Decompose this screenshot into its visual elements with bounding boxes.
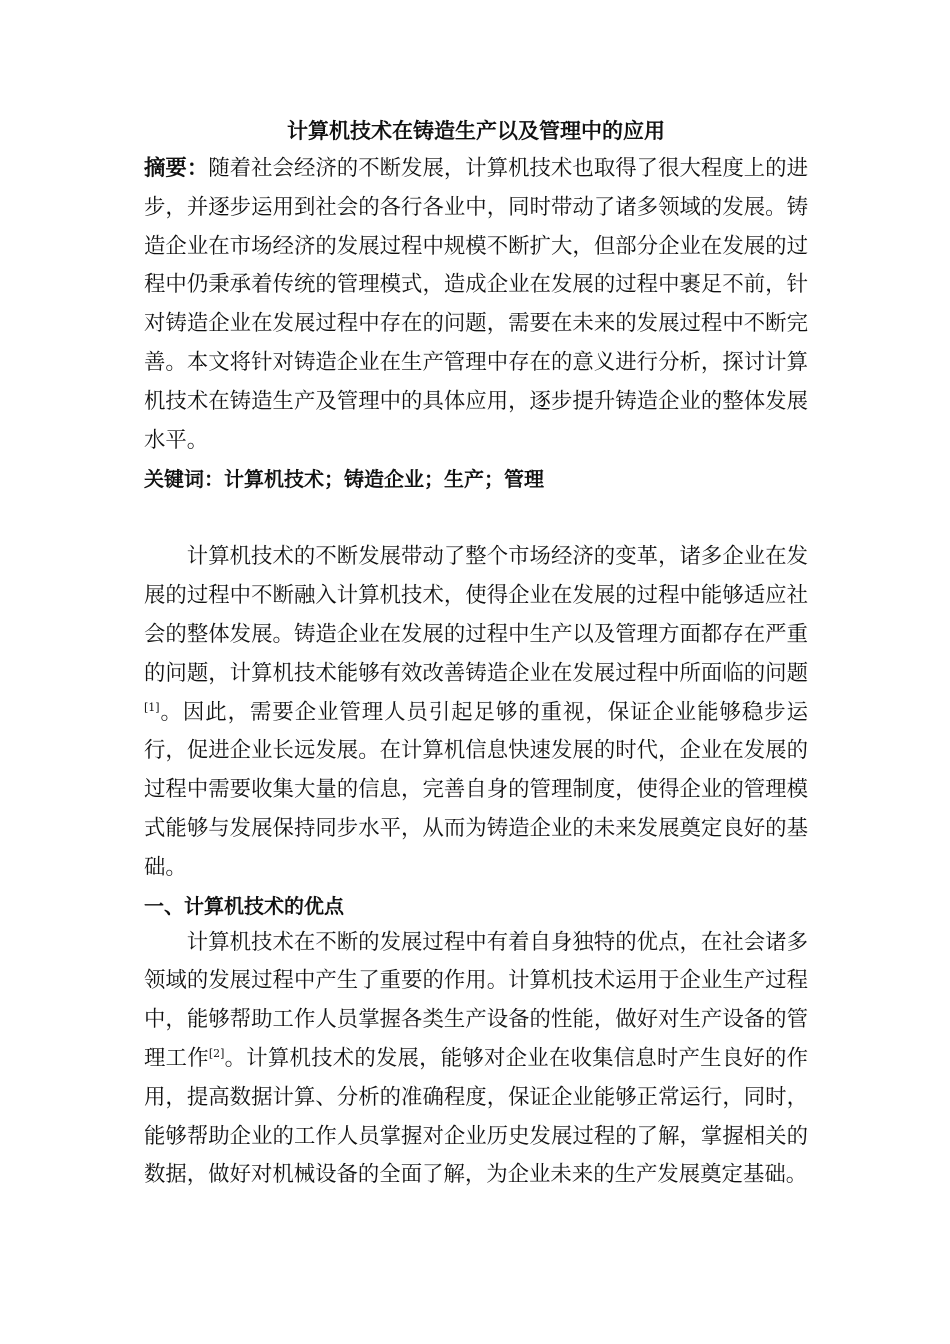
abstract-text: 随着社会经济的不断发展，计算机技术也取得了很大程度上的进步，并逐步运用到社会的各行各业中，同时带动了诸多领域的发展。铸造企业在市场经济的发展过程中规模不断扩大，但部分企业在发展的过程中仍秉承着传统的管理模式，造成企业在发展的过程中裹足不前，针对铸造企业在发展过程中存在的问题，需要在未来的发展过程中不断完善。本文将针对铸造企业在生产管理中存在的意义进行分析，探讨计算机技术在铸造生产及管理中的具体应用，逐步提升铸造企业的整体发展水平。 xyxy=(144,156,808,453)
abstract-paragraph xyxy=(144,150,808,460)
intro-paragraph xyxy=(144,538,808,887)
section-heading-1: 一、计算机技术的优点 xyxy=(144,893,344,918)
section-gap xyxy=(144,498,808,538)
section1-paragraph xyxy=(144,924,808,1196)
keywords-line: 关键词：计算机技术；铸造企业；生产；管理 xyxy=(144,467,544,492)
citation-ref-2: [2] xyxy=(208,1046,225,1060)
section1-text-part2: 。计算机技术的发展，能够对企业在收集信息时产生良好的作用，提高数据计算、分析的准确程度，保证企业能够正常运行，同时，能够帮助企业的工作人员掌握对企业历史发展过程的了解，掌握相关的数据，做好对机械设备的全面了解，为企业未来的生产发展奠定基础。 xyxy=(144,1045,808,1188)
abstract-label: 摘要： xyxy=(144,156,209,181)
intro-text-part2: 。因此，需要企业管理人员引起足够的重视，保证企业能够稳步运行，促进企业长远发展。在计算机信息快速发展的时代，企业在发展的过程中需要收集大量的信息，完善自身的管理制度，使得企业的管理模式能够与发展保持同步水平，从而为铸造企业的未来发展奠定良好的基础。 xyxy=(144,699,808,880)
paper-title: 计算机技术在铸造生产以及管理中的应用 xyxy=(287,119,665,143)
intro-text-part1: 计算机技术的不断发展带动了整个市场经济的变革，诸多企业在发展的过程中不断融入计算机技术，使得企业在发展的过程中能够适应社会的整体发展。铸造企业在发展的过程中生产以及管理方面都存在严重的问题，计算机技术能够有效改善铸造企业在发展过程中所面临的问题 xyxy=(144,544,808,686)
section1-text-part1: 计算机技术在不断的发展过程中有着自身独特的优点，在社会诸多领域的发展过程中产生了重要的作用。计算机技术运用于企业生产过程中，能够帮助工作人员掌握各类生产设备的性能，做好对生产设备的管理工作 xyxy=(144,929,808,1071)
document-page xyxy=(144,114,808,1195)
citation-ref-1: [1] xyxy=(144,700,160,714)
